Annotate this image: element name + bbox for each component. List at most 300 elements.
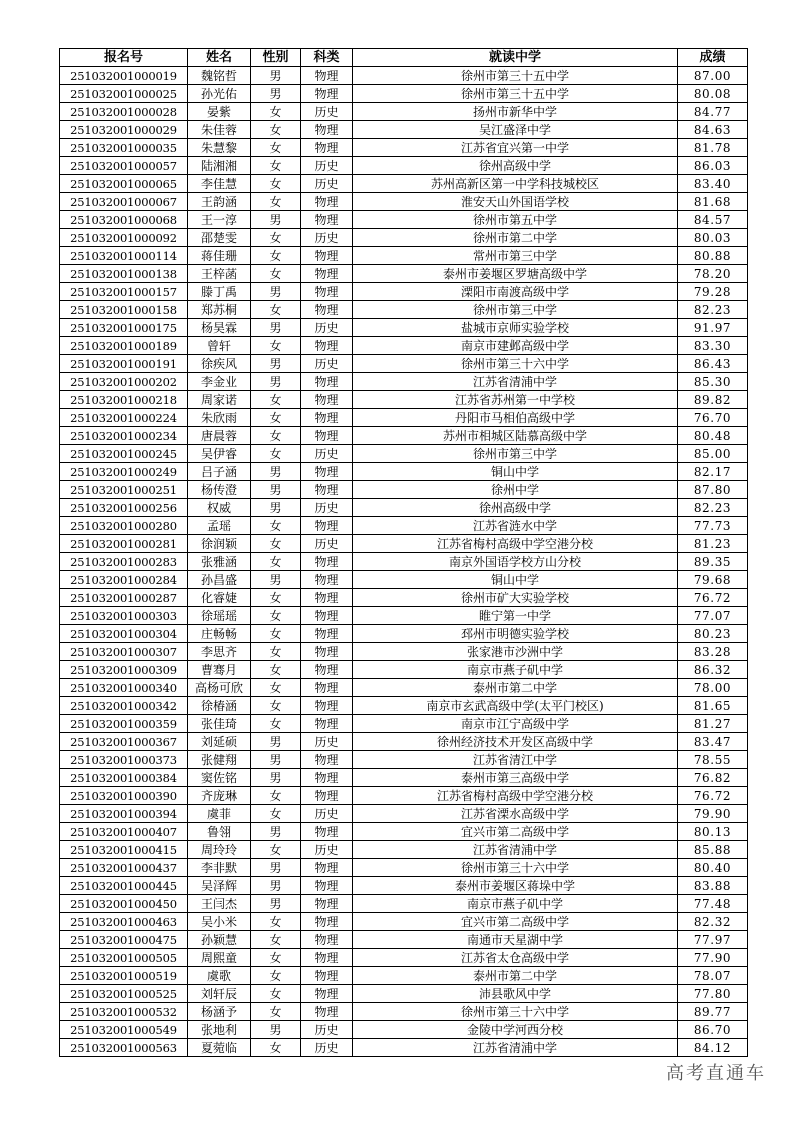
table-row bbox=[60, 211, 748, 229]
name-cell: 夏菀临 bbox=[188, 1039, 251, 1057]
id-cell: 251032001000525 bbox=[60, 985, 188, 1003]
table-row bbox=[60, 121, 748, 139]
id-cell: 251032001000287 bbox=[60, 589, 188, 607]
gender-cell: 女 bbox=[251, 931, 301, 949]
score-cell: 82.32 bbox=[678, 913, 748, 931]
id-cell: 251032001000202 bbox=[60, 373, 188, 391]
table-row bbox=[60, 625, 748, 643]
table-row bbox=[60, 571, 748, 589]
school-cell: 徐州市第三十六中学 bbox=[353, 1003, 678, 1021]
name-cell: 王一淳 bbox=[188, 211, 251, 229]
id-cell: 251032001000283 bbox=[60, 553, 188, 571]
subject-cell: 物理 bbox=[301, 67, 353, 85]
score-cell: 83.30 bbox=[678, 337, 748, 355]
school-cell: 徐州市第三十五中学 bbox=[353, 85, 678, 103]
gender-cell: 男 bbox=[251, 67, 301, 85]
score-cell: 79.28 bbox=[678, 283, 748, 301]
id-cell: 251032001000138 bbox=[60, 265, 188, 283]
score-cell: 83.47 bbox=[678, 733, 748, 751]
id-cell: 251032001000384 bbox=[60, 769, 188, 787]
name-cell: 吴小米 bbox=[188, 913, 251, 931]
table-row bbox=[60, 409, 748, 427]
school-cell: 徐州市矿大实验学校 bbox=[353, 589, 678, 607]
id-cell: 251032001000025 bbox=[60, 85, 188, 103]
subject-cell: 历史 bbox=[301, 841, 353, 859]
gender-cell: 女 bbox=[251, 337, 301, 355]
id-cell: 251032001000437 bbox=[60, 859, 188, 877]
school-cell: 徐州高级中学 bbox=[353, 157, 678, 175]
table-row bbox=[60, 355, 748, 373]
score-cell: 87.80 bbox=[678, 481, 748, 499]
name-cell: 虞歌 bbox=[188, 967, 251, 985]
name-cell: 鲁翎 bbox=[188, 823, 251, 841]
subject-cell: 物理 bbox=[301, 553, 353, 571]
school-cell: 沛县歌风中学 bbox=[353, 985, 678, 1003]
id-cell: 251032001000359 bbox=[60, 715, 188, 733]
id-cell: 251032001000505 bbox=[60, 949, 188, 967]
score-cell: 77.48 bbox=[678, 895, 748, 913]
score-table bbox=[59, 48, 748, 1057]
score-cell: 79.68 bbox=[678, 571, 748, 589]
subject-cell: 历史 bbox=[301, 499, 353, 517]
school-cell: 丹阳市马相伯高级中学 bbox=[353, 409, 678, 427]
score-cell: 89.82 bbox=[678, 391, 748, 409]
school-cell: 徐州市第二中学 bbox=[353, 229, 678, 247]
subject-cell: 物理 bbox=[301, 697, 353, 715]
table-row bbox=[60, 85, 748, 103]
gender-cell: 男 bbox=[251, 751, 301, 769]
school-cell: 扬州市新华中学 bbox=[353, 103, 678, 121]
gender-cell: 女 bbox=[251, 643, 301, 661]
score-cell: 79.90 bbox=[678, 805, 748, 823]
name-cell: 吴伊睿 bbox=[188, 445, 251, 463]
school-cell: 邳州市明德实验学校 bbox=[353, 625, 678, 643]
name-cell: 杨涵予 bbox=[188, 1003, 251, 1021]
gender-cell: 女 bbox=[251, 787, 301, 805]
id-cell: 251032001000157 bbox=[60, 283, 188, 301]
name-cell: 曹骞月 bbox=[188, 661, 251, 679]
subject-cell: 历史 bbox=[301, 157, 353, 175]
gender-cell: 女 bbox=[251, 841, 301, 859]
gender-cell: 女 bbox=[251, 661, 301, 679]
gender-cell: 女 bbox=[251, 121, 301, 139]
table-row bbox=[60, 715, 748, 733]
name-cell: 徐疾风 bbox=[188, 355, 251, 373]
score-cell: 80.13 bbox=[678, 823, 748, 841]
gender-cell: 男 bbox=[251, 319, 301, 337]
header-name: 姓名 bbox=[188, 49, 251, 67]
school-cell: 吴江盛泽中学 bbox=[353, 121, 678, 139]
name-cell: 朱佳蓉 bbox=[188, 121, 251, 139]
score-cell: 80.23 bbox=[678, 625, 748, 643]
subject-cell: 物理 bbox=[301, 949, 353, 967]
name-cell: 陆湘湘 bbox=[188, 157, 251, 175]
score-cell: 77.90 bbox=[678, 949, 748, 967]
school-cell: 南京外国语学校方山分校 bbox=[353, 553, 678, 571]
subject-cell: 物理 bbox=[301, 391, 353, 409]
gender-cell: 女 bbox=[251, 517, 301, 535]
score-cell: 76.82 bbox=[678, 769, 748, 787]
school-cell: 江苏省溧水高级中学 bbox=[353, 805, 678, 823]
score-cell: 85.00 bbox=[678, 445, 748, 463]
name-cell: 滕丁禹 bbox=[188, 283, 251, 301]
score-cell: 80.08 bbox=[678, 85, 748, 103]
subject-cell: 物理 bbox=[301, 463, 353, 481]
gender-cell: 女 bbox=[251, 535, 301, 553]
school-cell: 江苏省清江中学 bbox=[353, 751, 678, 769]
score-cell: 86.43 bbox=[678, 355, 748, 373]
score-cell: 81.27 bbox=[678, 715, 748, 733]
subject-cell: 物理 bbox=[301, 283, 353, 301]
id-cell: 251032001000029 bbox=[60, 121, 188, 139]
subject-cell: 物理 bbox=[301, 211, 353, 229]
table-row bbox=[60, 103, 748, 121]
subject-cell: 物理 bbox=[301, 265, 353, 283]
gender-cell: 男 bbox=[251, 733, 301, 751]
score-cell: 76.72 bbox=[678, 589, 748, 607]
school-cell: 泰州市姜堰区蒋垛中学 bbox=[353, 877, 678, 895]
school-cell: 江苏省太仓高级中学 bbox=[353, 949, 678, 967]
score-cell: 84.77 bbox=[678, 103, 748, 121]
subject-cell: 物理 bbox=[301, 679, 353, 697]
school-cell: 徐州市第三十六中学 bbox=[353, 859, 678, 877]
score-cell: 84.63 bbox=[678, 121, 748, 139]
id-cell: 251032001000035 bbox=[60, 139, 188, 157]
school-cell: 铜山中学 bbox=[353, 463, 678, 481]
table-row bbox=[60, 607, 748, 625]
name-cell: 曾轩 bbox=[188, 337, 251, 355]
score-cell: 89.77 bbox=[678, 1003, 748, 1021]
table-row bbox=[60, 895, 748, 913]
subject-cell: 物理 bbox=[301, 121, 353, 139]
table-row bbox=[60, 1039, 748, 1057]
subject-cell: 物理 bbox=[301, 337, 353, 355]
table-row bbox=[60, 337, 748, 355]
id-cell: 251032001000256 bbox=[60, 499, 188, 517]
school-cell: 徐州经济技术开发区高级中学 bbox=[353, 733, 678, 751]
score-cell: 80.40 bbox=[678, 859, 748, 877]
subject-cell: 物理 bbox=[301, 571, 353, 589]
table-row bbox=[60, 553, 748, 571]
gender-cell: 男 bbox=[251, 859, 301, 877]
school-cell: 江苏省清浦中学 bbox=[353, 1039, 678, 1057]
name-cell: 周熙童 bbox=[188, 949, 251, 967]
score-cell: 81.78 bbox=[678, 139, 748, 157]
name-cell: 窦佐铭 bbox=[188, 769, 251, 787]
gender-cell: 女 bbox=[251, 229, 301, 247]
id-cell: 251032001000245 bbox=[60, 445, 188, 463]
gender-cell: 男 bbox=[251, 355, 301, 373]
watermark-text: 高考直通车 bbox=[666, 1063, 766, 1084]
score-cell: 82.17 bbox=[678, 463, 748, 481]
gender-cell: 女 bbox=[251, 103, 301, 121]
subject-cell: 物理 bbox=[301, 985, 353, 1003]
gender-cell: 男 bbox=[251, 373, 301, 391]
school-cell: 徐州市第三十五中学 bbox=[353, 67, 678, 85]
table-row bbox=[60, 391, 748, 409]
table-row bbox=[60, 967, 748, 985]
gender-cell: 女 bbox=[251, 193, 301, 211]
subject-cell: 历史 bbox=[301, 1039, 353, 1057]
gender-cell: 女 bbox=[251, 1039, 301, 1057]
name-cell: 刘轩辰 bbox=[188, 985, 251, 1003]
subject-cell: 物理 bbox=[301, 913, 353, 931]
subject-cell: 物理 bbox=[301, 427, 353, 445]
gender-cell: 男 bbox=[251, 823, 301, 841]
table-row bbox=[60, 823, 748, 841]
gender-cell: 女 bbox=[251, 247, 301, 265]
id-cell: 251032001000415 bbox=[60, 841, 188, 859]
name-cell: 魏铭哲 bbox=[188, 67, 251, 85]
subject-cell: 物理 bbox=[301, 625, 353, 643]
id-cell: 251032001000342 bbox=[60, 697, 188, 715]
name-cell: 虞菲 bbox=[188, 805, 251, 823]
subject-cell: 物理 bbox=[301, 85, 353, 103]
name-cell: 朱慧黎 bbox=[188, 139, 251, 157]
subject-cell: 物理 bbox=[301, 409, 353, 427]
score-cell: 91.97 bbox=[678, 319, 748, 337]
name-cell: 周家诺 bbox=[188, 391, 251, 409]
subject-cell: 历史 bbox=[301, 445, 353, 463]
id-cell: 251032001000390 bbox=[60, 787, 188, 805]
score-cell: 76.72 bbox=[678, 787, 748, 805]
name-cell: 刘延硕 bbox=[188, 733, 251, 751]
name-cell: 徐润颖 bbox=[188, 535, 251, 553]
header-score: 成绩 bbox=[678, 49, 748, 67]
header-id: 报名号 bbox=[60, 49, 188, 67]
name-cell: 李金业 bbox=[188, 373, 251, 391]
subject-cell: 历史 bbox=[301, 319, 353, 337]
score-cell: 83.88 bbox=[678, 877, 748, 895]
subject-cell: 物理 bbox=[301, 481, 353, 499]
id-cell: 251032001000114 bbox=[60, 247, 188, 265]
table-row bbox=[60, 265, 748, 283]
school-cell: 江苏省宜兴第一中学 bbox=[353, 139, 678, 157]
school-cell: 江苏省梅村高级中学空港分校 bbox=[353, 787, 678, 805]
id-cell: 251032001000068 bbox=[60, 211, 188, 229]
id-cell: 251032001000281 bbox=[60, 535, 188, 553]
score-cell: 86.03 bbox=[678, 157, 748, 175]
table-row bbox=[60, 463, 748, 481]
score-cell: 84.57 bbox=[678, 211, 748, 229]
gender-cell: 女 bbox=[251, 445, 301, 463]
subject-cell: 历史 bbox=[301, 175, 353, 193]
school-cell: 徐州中学 bbox=[353, 481, 678, 499]
id-cell: 251032001000065 bbox=[60, 175, 188, 193]
gender-cell: 女 bbox=[251, 301, 301, 319]
gender-cell: 女 bbox=[251, 157, 301, 175]
table-body bbox=[60, 67, 748, 1057]
score-cell: 85.30 bbox=[678, 373, 748, 391]
name-cell: 杨昊霖 bbox=[188, 319, 251, 337]
table-row bbox=[60, 787, 748, 805]
gender-cell: 男 bbox=[251, 571, 301, 589]
header-subject: 科类 bbox=[301, 49, 353, 67]
school-cell: 泰州市第二中学 bbox=[353, 967, 678, 985]
name-cell: 周玲玲 bbox=[188, 841, 251, 859]
gender-cell: 女 bbox=[251, 265, 301, 283]
name-cell: 孟瑶 bbox=[188, 517, 251, 535]
table-row bbox=[60, 733, 748, 751]
id-cell: 251032001000303 bbox=[60, 607, 188, 625]
id-cell: 251032001000304 bbox=[60, 625, 188, 643]
id-cell: 251032001000189 bbox=[60, 337, 188, 355]
table-row bbox=[60, 769, 748, 787]
gender-cell: 女 bbox=[251, 139, 301, 157]
name-cell: 吕子涵 bbox=[188, 463, 251, 481]
subject-cell: 历史 bbox=[301, 805, 353, 823]
gender-cell: 男 bbox=[251, 85, 301, 103]
gender-cell: 女 bbox=[251, 553, 301, 571]
subject-cell: 物理 bbox=[301, 373, 353, 391]
score-cell: 83.28 bbox=[678, 643, 748, 661]
school-cell: 江苏省苏州第一中学校 bbox=[353, 391, 678, 409]
subject-cell: 历史 bbox=[301, 229, 353, 247]
gender-cell: 女 bbox=[251, 985, 301, 1003]
id-cell: 251032001000057 bbox=[60, 157, 188, 175]
school-cell: 苏州高新区第一中学科技城校区 bbox=[353, 175, 678, 193]
table-row bbox=[60, 301, 748, 319]
school-cell: 江苏省清浦中学 bbox=[353, 373, 678, 391]
table-row bbox=[60, 661, 748, 679]
score-cell: 81.68 bbox=[678, 193, 748, 211]
subject-cell: 历史 bbox=[301, 103, 353, 121]
table-row bbox=[60, 697, 748, 715]
name-cell: 张健翔 bbox=[188, 751, 251, 769]
subject-cell: 物理 bbox=[301, 247, 353, 265]
score-cell: 82.23 bbox=[678, 499, 748, 517]
table-row bbox=[60, 481, 748, 499]
name-cell: 权威 bbox=[188, 499, 251, 517]
score-cell: 87.00 bbox=[678, 67, 748, 85]
gender-cell: 女 bbox=[251, 589, 301, 607]
id-cell: 251032001000463 bbox=[60, 913, 188, 931]
header-school: 就读中学 bbox=[353, 49, 678, 67]
table-row bbox=[60, 535, 748, 553]
school-cell: 徐州市第五中学 bbox=[353, 211, 678, 229]
id-cell: 251032001000251 bbox=[60, 481, 188, 499]
id-cell: 251032001000450 bbox=[60, 895, 188, 913]
name-cell: 徐椿涵 bbox=[188, 697, 251, 715]
name-cell: 朱欣雨 bbox=[188, 409, 251, 427]
school-cell: 苏州市相城区陆慕高级中学 bbox=[353, 427, 678, 445]
table-row bbox=[60, 805, 748, 823]
subject-cell: 物理 bbox=[301, 301, 353, 319]
school-cell: 南京市建邺高级中学 bbox=[353, 337, 678, 355]
school-cell: 金陵中学河西分校 bbox=[353, 1021, 678, 1039]
table-row bbox=[60, 841, 748, 859]
subject-cell: 物理 bbox=[301, 895, 353, 913]
subject-cell: 物理 bbox=[301, 607, 353, 625]
score-cell: 86.70 bbox=[678, 1021, 748, 1039]
id-cell: 251032001000284 bbox=[60, 571, 188, 589]
id-cell: 251032001000373 bbox=[60, 751, 188, 769]
school-cell: 常州市第三中学 bbox=[353, 247, 678, 265]
gender-cell: 女 bbox=[251, 679, 301, 697]
header-row bbox=[60, 49, 748, 67]
name-cell: 王梓菡 bbox=[188, 265, 251, 283]
score-cell: 77.80 bbox=[678, 985, 748, 1003]
school-cell: 盐城市京师实验学校 bbox=[353, 319, 678, 337]
gender-cell: 男 bbox=[251, 1021, 301, 1039]
subject-cell: 物理 bbox=[301, 823, 353, 841]
subject-cell: 历史 bbox=[301, 355, 353, 373]
score-cell: 78.55 bbox=[678, 751, 748, 769]
school-cell: 泰州市第二中学 bbox=[353, 679, 678, 697]
table-row bbox=[60, 229, 748, 247]
school-cell: 徐州市第三中学 bbox=[353, 301, 678, 319]
school-cell: 淮安天山外国语学校 bbox=[353, 193, 678, 211]
id-cell: 251032001000367 bbox=[60, 733, 188, 751]
table-row bbox=[60, 985, 748, 1003]
name-cell: 蒋佳珊 bbox=[188, 247, 251, 265]
name-cell: 杨传澄 bbox=[188, 481, 251, 499]
score-cell: 76.70 bbox=[678, 409, 748, 427]
name-cell: 李思齐 bbox=[188, 643, 251, 661]
name-cell: 王韵涵 bbox=[188, 193, 251, 211]
name-cell: 李非默 bbox=[188, 859, 251, 877]
name-cell: 张雅涵 bbox=[188, 553, 251, 571]
name-cell: 唐晨蓉 bbox=[188, 427, 251, 445]
subject-cell: 物理 bbox=[301, 715, 353, 733]
gender-cell: 男 bbox=[251, 463, 301, 481]
school-cell: 南通市天星湖中学 bbox=[353, 931, 678, 949]
subject-cell: 物理 bbox=[301, 769, 353, 787]
name-cell: 化睿婕 bbox=[188, 589, 251, 607]
gender-cell: 女 bbox=[251, 913, 301, 931]
score-cell: 80.03 bbox=[678, 229, 748, 247]
score-cell: 80.88 bbox=[678, 247, 748, 265]
id-cell: 251032001000218 bbox=[60, 391, 188, 409]
school-cell: 张家港市沙洲中学 bbox=[353, 643, 678, 661]
score-cell: 82.23 bbox=[678, 301, 748, 319]
id-cell: 251032001000394 bbox=[60, 805, 188, 823]
table-row bbox=[60, 427, 748, 445]
gender-cell: 男 bbox=[251, 769, 301, 787]
school-cell: 南京市玄武高级中学(太平门校区) bbox=[353, 697, 678, 715]
name-cell: 徐瑶瑶 bbox=[188, 607, 251, 625]
school-cell: 泰州市姜堰区罗塘高级中学 bbox=[353, 265, 678, 283]
subject-cell: 物理 bbox=[301, 193, 353, 211]
id-cell: 251032001000067 bbox=[60, 193, 188, 211]
school-cell: 宜兴市第二高级中学 bbox=[353, 913, 678, 931]
table-row bbox=[60, 913, 748, 931]
subject-cell: 物理 bbox=[301, 859, 353, 877]
name-cell: 邵楚雯 bbox=[188, 229, 251, 247]
gender-cell: 女 bbox=[251, 805, 301, 823]
subject-cell: 物理 bbox=[301, 877, 353, 895]
score-cell: 77.97 bbox=[678, 931, 748, 949]
table-row bbox=[60, 139, 748, 157]
subject-cell: 历史 bbox=[301, 535, 353, 553]
table-row bbox=[60, 517, 748, 535]
table-row bbox=[60, 157, 748, 175]
table-row bbox=[60, 643, 748, 661]
name-cell: 吴泽辉 bbox=[188, 877, 251, 895]
school-cell: 宜兴市第二高级中学 bbox=[353, 823, 678, 841]
id-cell: 251032001000249 bbox=[60, 463, 188, 481]
name-cell: 孙昌盛 bbox=[188, 571, 251, 589]
name-cell: 王闫杰 bbox=[188, 895, 251, 913]
gender-cell: 男 bbox=[251, 283, 301, 301]
gender-cell: 男 bbox=[251, 499, 301, 517]
table-row bbox=[60, 679, 748, 697]
school-cell: 泰州市第三高级中学 bbox=[353, 769, 678, 787]
gender-cell: 女 bbox=[251, 715, 301, 733]
header-gender: 性别 bbox=[251, 49, 301, 67]
subject-cell: 物理 bbox=[301, 139, 353, 157]
subject-cell: 历史 bbox=[301, 733, 353, 751]
